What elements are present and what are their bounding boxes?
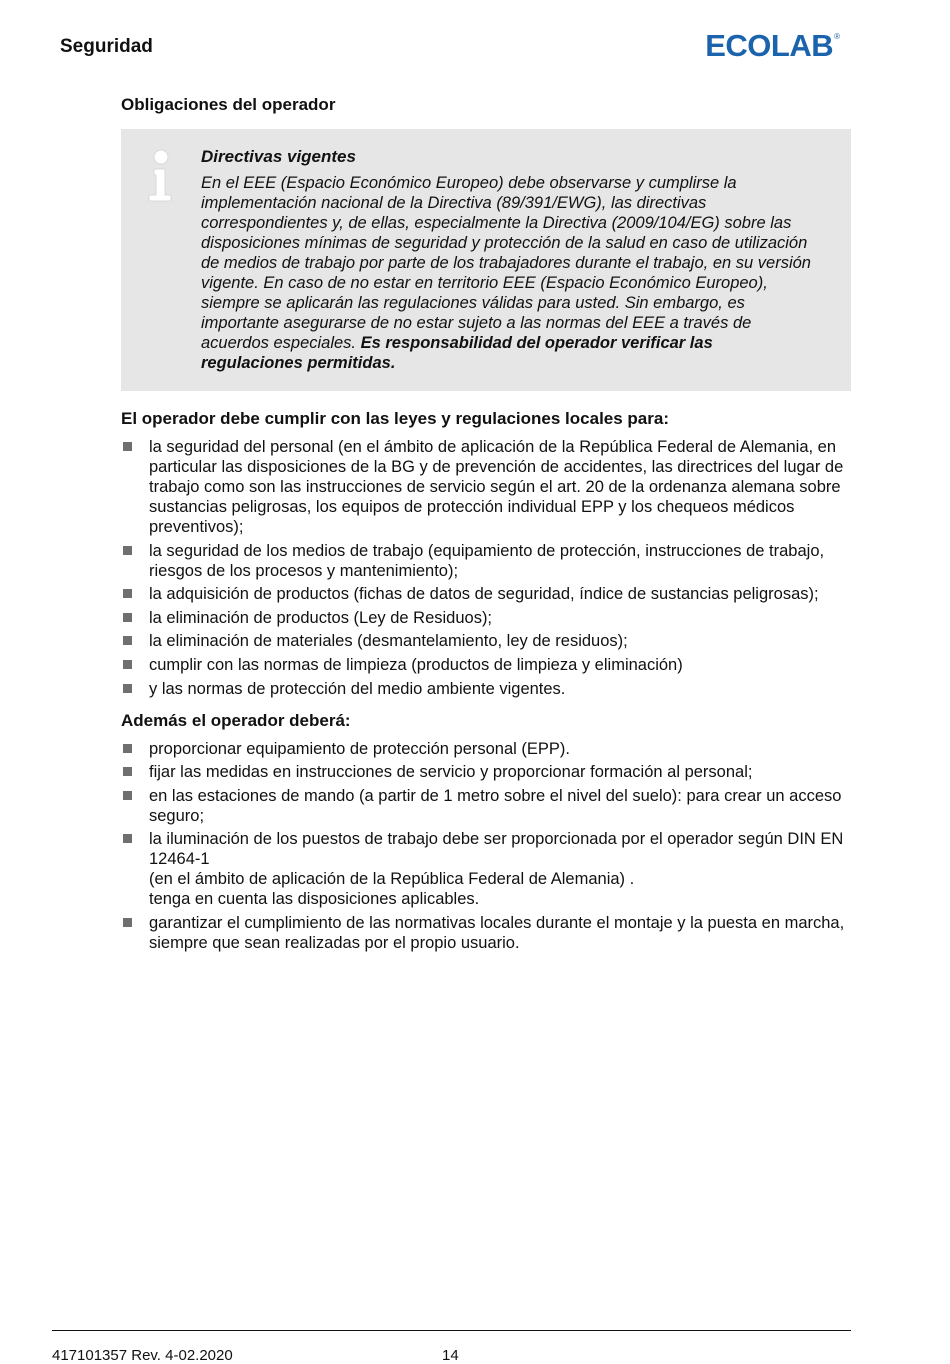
info-body-text: En el EEE (Espacio Económico Europeo) debe observarse y cumplirse la implementación nacional de la Directiva (89/391/EWG), las directivas correspondientes y, de ellas, especialmente la Directiva (2009/104/EG) sobre las disposiciones mínimas de seguridad y protección de la salud en caso de utilización de medios de trabajo por parte de los trabajadores durante el trabajo, en su versión vigente. En caso de no estar en territorio EEE (Espacio Económico Europeo), siempre se aplicarán las regulaciones válidas para usted. Sin embargo, es importante asegurarse de no estar sujeto a las normas del EEE a través de acuerdos especiales. <box>201 174 811 352</box>
laws-list <box>121 437 851 699</box>
page-number: 14 <box>442 1347 459 1364</box>
page-header <box>60 28 840 64</box>
additional-list <box>121 739 851 953</box>
list-item: la iluminación de los puestos de trabajo debe ser proporcionada por el operador según DIN EN 12464-1 (en el ámbito de aplicación de la República Federal de Alemania) . tenga en cuenta las disposiciones aplicables. <box>121 829 851 909</box>
list-item: y las normas de protección del medio ambiente vigentes. <box>121 679 851 699</box>
list-item: proporcionar equipamiento de protección personal (EPP). <box>121 739 851 759</box>
ecolab-logo <box>705 30 840 61</box>
list-item: la eliminación de productos (Ley de Residuos); <box>121 608 851 628</box>
logo-text: ECOLAB <box>705 28 834 63</box>
page-footer <box>52 1330 851 1364</box>
additional-heading: Además el operador deberá: <box>121 710 351 730</box>
list-item: garantizar el cumplimiento de las normativas locales durante el montaje y la puesta en marcha, siempre que sean realizadas por el propio usuario. <box>121 913 851 953</box>
list-item: cumplir con las normas de limpieza (productos de limpieza y eliminación) <box>121 655 851 675</box>
list-item: en las estaciones de mando (a partir de 1 metro sobre el nivel del suelo): para crear un acceso seguro; <box>121 786 851 826</box>
info-body-emphasis: Es responsabilidad del operador verificar las regulaciones permitidas. <box>201 334 713 372</box>
logo-registered-mark: ® <box>834 32 840 41</box>
list-item: la seguridad del personal (en el ámbito de aplicación de la República Federal de Alemania, en particular las disposiciones de la BG y de prevención de accidentes, las directrices del lugar de trabajo como son las instrucciones de servicio según el art. 20 de la ordenanza alemana sobre sustancias peligrosas, los equipos de protección individual EPP y los chequeos médicos preventivos); <box>121 437 851 537</box>
document-id: 417101357 Rev. 4-02.2020 <box>52 1347 233 1364</box>
info-box <box>121 129 851 391</box>
list-item: fijar las medidas en instrucciones de servicio y proporcionar formación al personal; <box>121 762 851 782</box>
list-item: la seguridad de los medios de trabajo (equipamiento de protección, instrucciones de trabajo, riesgos de los procesos y mantenimiento); <box>121 541 851 581</box>
main-content <box>121 95 851 965</box>
section-title: Seguridad <box>60 36 153 57</box>
info-body <box>201 173 811 373</box>
obligations-heading: Obligaciones del operador <box>121 95 336 114</box>
laws-heading: El operador debe cumplir con las leyes y regulaciones locales para: <box>121 409 669 428</box>
info-icon <box>145 149 177 203</box>
info-title: Directivas vigentes <box>201 147 356 166</box>
list-item: la adquisición de productos (fichas de datos de seguridad, índice de sustancias peligrosas); <box>121 584 851 604</box>
list-item: la eliminación de materiales (desmantelamiento, ley de residuos); <box>121 631 851 651</box>
